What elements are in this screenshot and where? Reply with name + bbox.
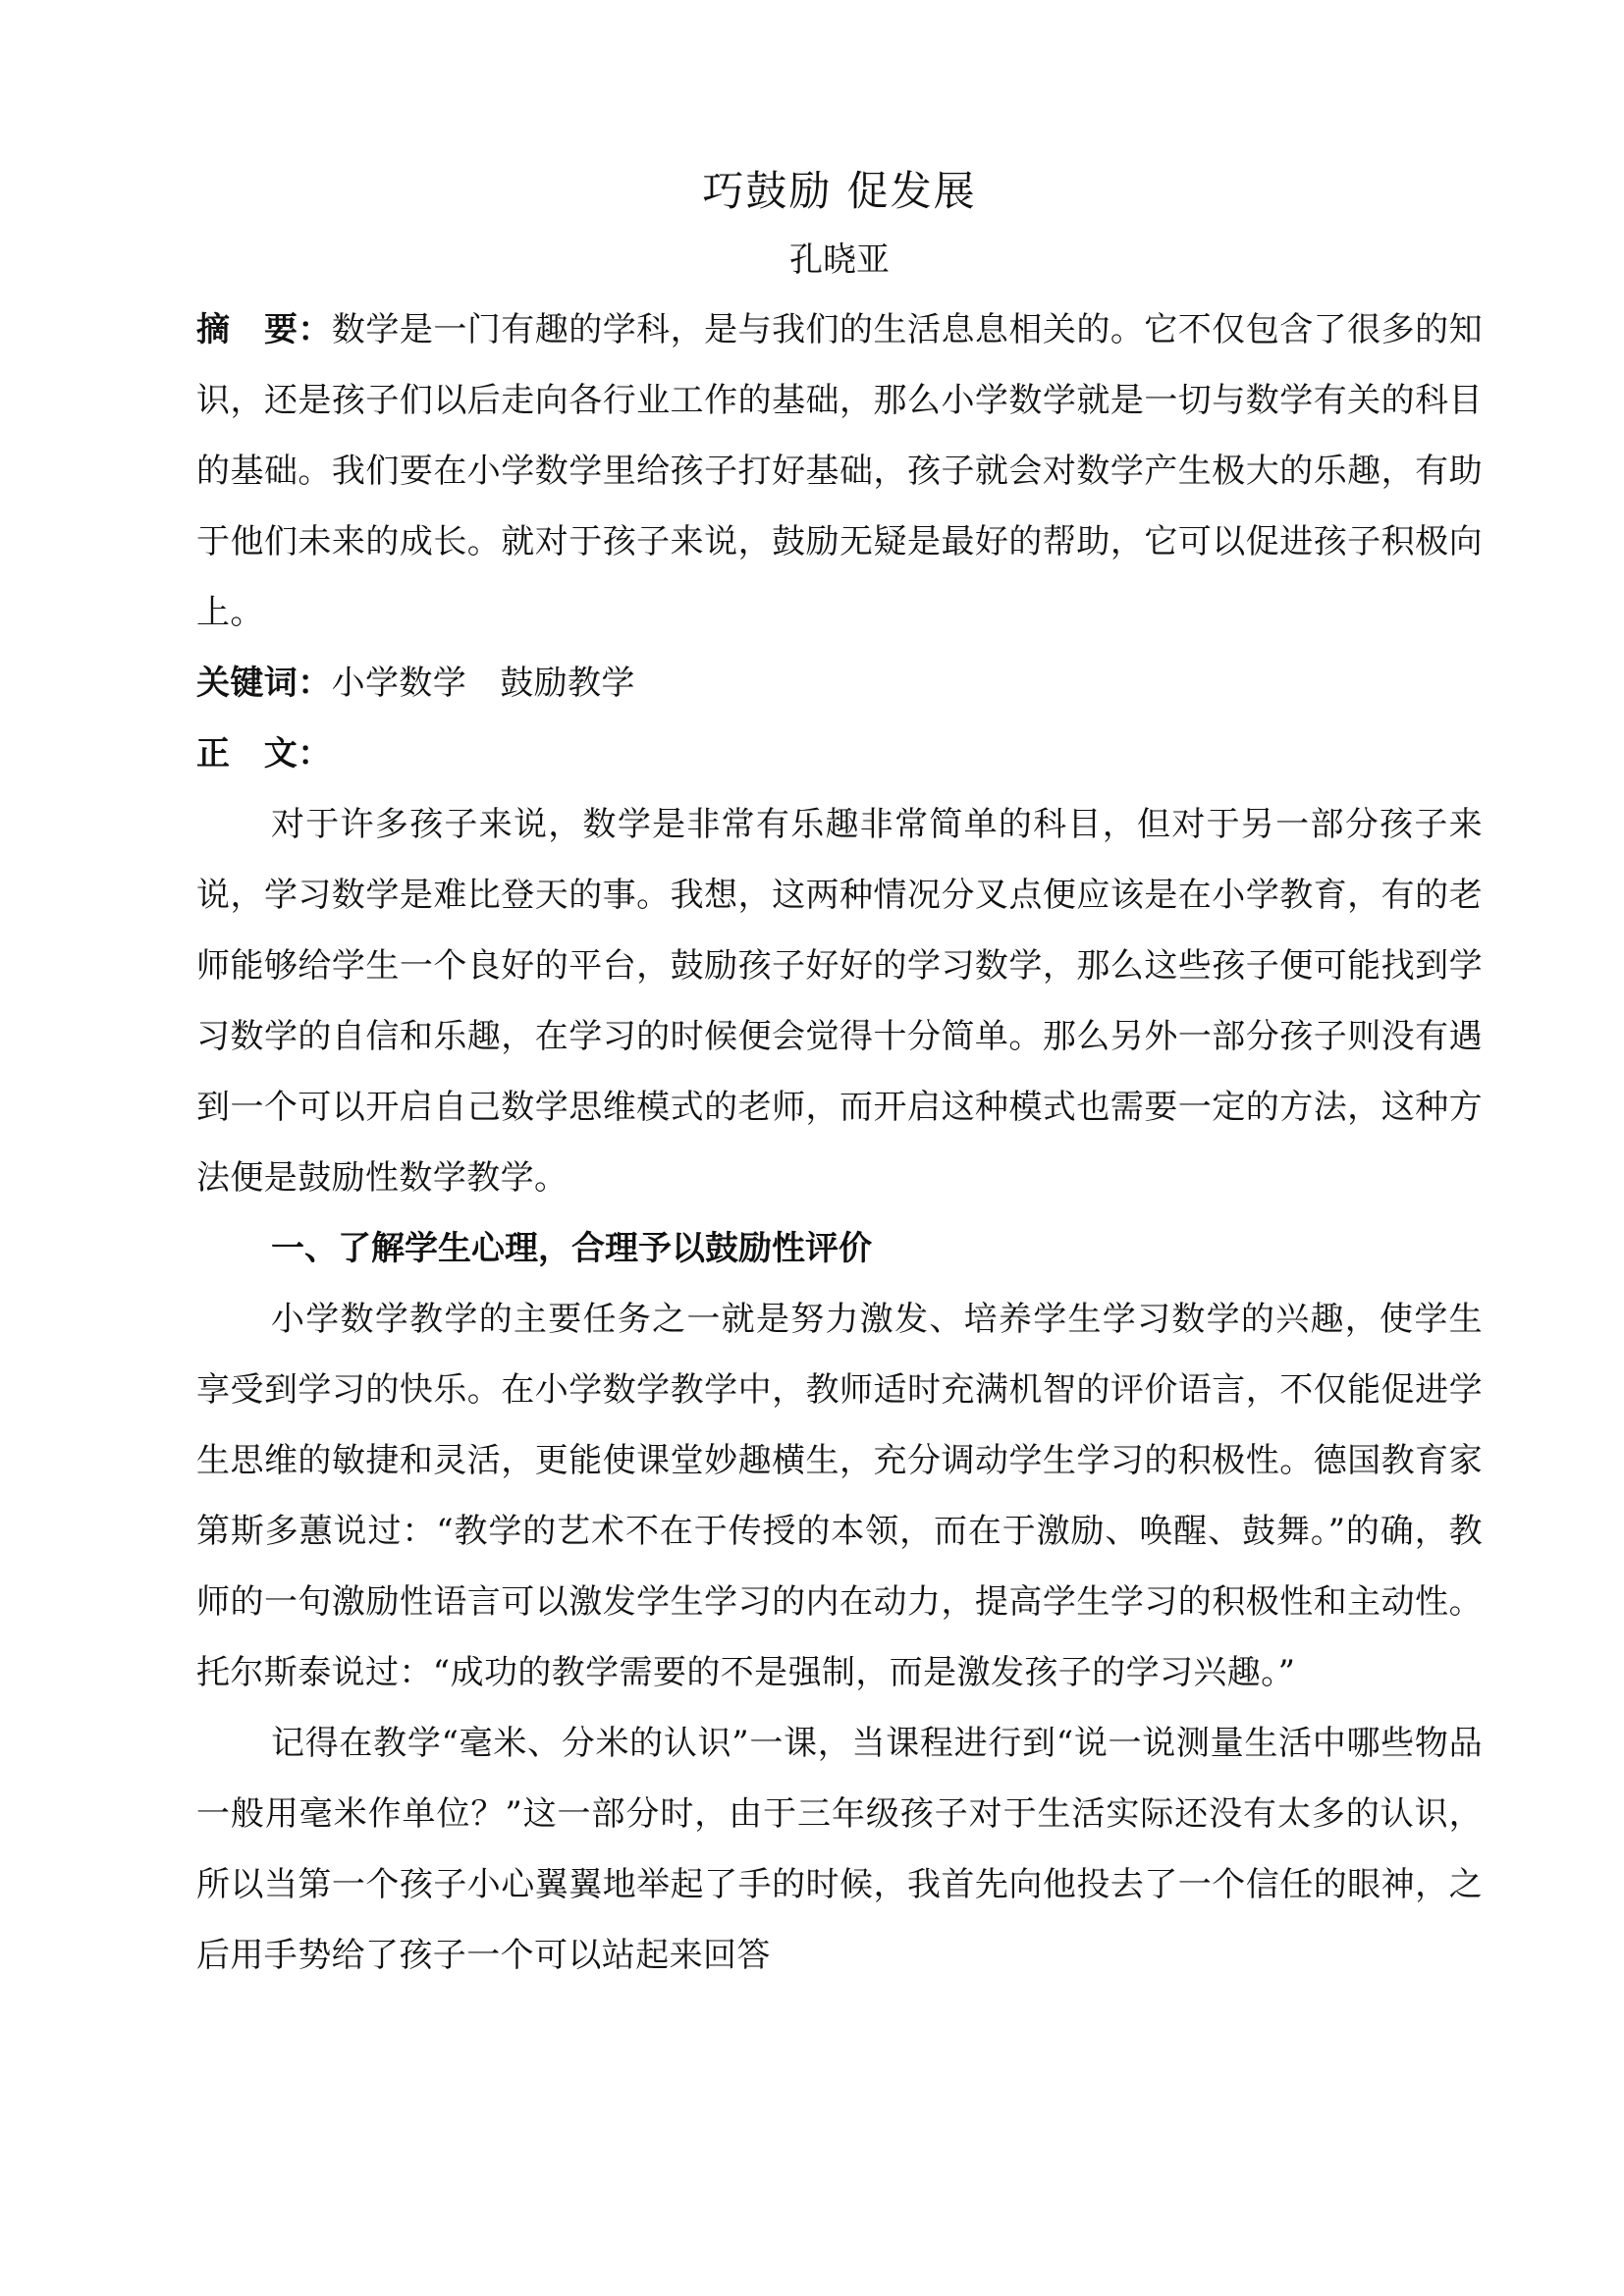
abstract-text: 数学是一门有趣的学科，是与我们的生活息息相关的。它不仅包含了很多的知识，还是孩子们以后走向各行业工作的基础，那么小学数学就是一切与数学有关的科目的基础。我们要在小学数学里给孩子打好基础，孩子就会对数学产生极大的乐趣，有助于他们未来的成长。就对于孩子来说，鼓励无疑是最好的帮助，它可以促进孩子积极向上。 xyxy=(196,310,1483,632)
abstract-label: 摘 要： xyxy=(196,310,332,349)
body-label: 正 文： xyxy=(196,734,332,774)
body-label-line xyxy=(196,719,1483,789)
abstract xyxy=(196,294,1483,648)
body-paragraph-3: 记得在教学“毫米、分米的认识”一课，当课程进行到“说一说测量生活中哪些物品一般用毫米作单位？”这一部分时，由于三年级孩子对于生活实际还没有太多的认识，所以当第一个孩子小心翼翼地举起了手的时候，我首先向他投去了一个信任的眼神，之后用手势给了孩子一个可以站起来回答 xyxy=(196,1724,1483,1975)
document-page xyxy=(196,157,1483,1991)
author-name: 孔晓亚 xyxy=(789,240,890,280)
keyword-item: 鼓励教学 xyxy=(500,664,635,703)
keyword-item: 小学数学 xyxy=(331,664,467,703)
document-title: 巧鼓励 促发展 xyxy=(702,167,977,215)
keywords xyxy=(196,648,1483,719)
section-heading-1: 一、了解学生心理，合理予以鼓励性评价 xyxy=(271,1229,872,1268)
body-paragraph-2: 小学数学教学的主要任务之一就是努力激发、培养学生学习数学的兴趣，使学生享受到学习的快乐。在小学数学教学中，教师适时充满机智的评价语言，不仅能促进学生思维的敏捷和灵活，更能使课堂妙趣横生，充分调动学生学习的积极性。德国教育家第斯多蕙说过：“教学的艺术不在于传授的本领，而在于激励、唤醒、鼓舞。”的确，教师的一句激励性语言可以激发学生学习的内在动力，提高学生学习的积极性和主动性。托尔斯泰说过：“成功的教学需要的不是强制，而是激发孩子的学习兴趣。” xyxy=(196,1300,1483,1692)
keywords-label: 关键词： xyxy=(196,664,332,703)
body-paragraph-1: 对于许多孩子来说，数学是非常有乐趣非常简单的科目，但对于另一部分孩子来说，学习数学是难比登天的事。我想，这两种情况分叉点便应该是在小学教育，有的老师能够给学生一个良好的平台，鼓励孩子好好的学习数学，那么这些孩子便可能找到学习数学的自信和乐趣，在学习的时候便会觉得十分简单。那么另外一部分孩子则没有遇到一个可以开启自己数学思维模式的老师，而开启这种模式也需要一定的方法，这种方法便是鼓励性数学教学。 xyxy=(196,805,1483,1198)
